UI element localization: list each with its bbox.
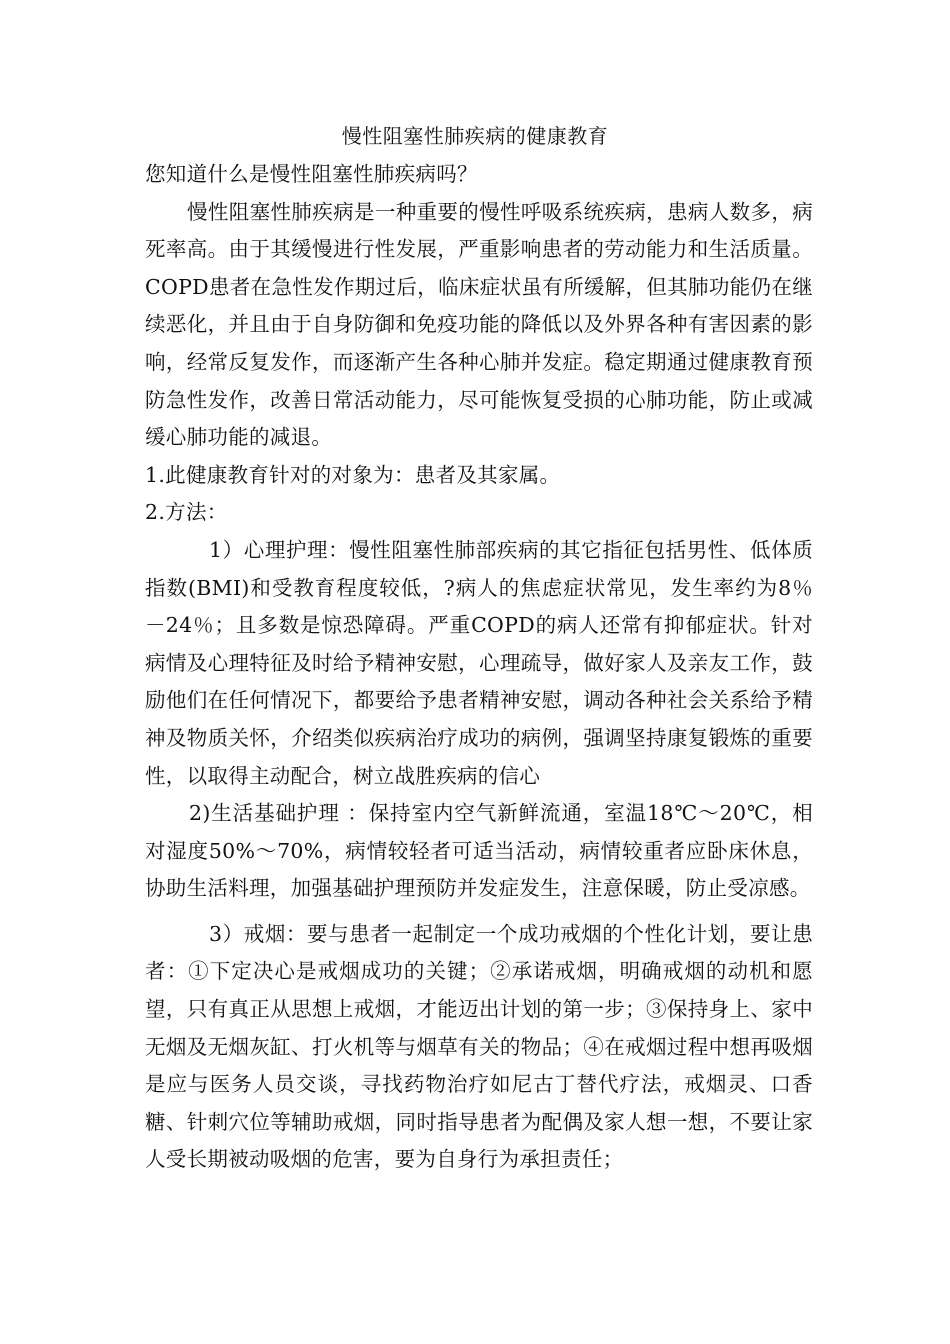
list-item-1: 1.此健康教育针对的对象为：患者及其家属。 — [145, 462, 561, 487]
list-item-2: 2.方法： — [145, 500, 228, 525]
method-basic-care: 2)生活基础护理 ：保持室内空气新鲜流通，室温18℃～20℃，相对湿度50%～70%，病情较轻者可适当活动，病情较重者应卧床休息，协助生活料理，加强基础护理预防并发症发生，注意保暖，防止受凉感。 — [145, 801, 813, 901]
method-psychological-care: 1）心理护理：慢性阻塞性肺部疾病的其它指征包括男性、低体质指数(BMI)和受教育程度较低，?病人的焦虑症状常见，发生率约为8％－24％；且多数是惊恐障碍。严重COPD的病人还常有抑郁症状。针对病情及心理特征及时给予精神安慰，心理疏导，做好家人及亲友工作，鼓励他们在任何情况下，都要给予患者精神安慰，调动各种社会关系给予精神及物质关怀，介绍类似疾病治疗成功的病例，强调坚持康复锻炼的重要性，以取得主动配合，树立战胜疾病的信心 — [145, 537, 813, 788]
document-title: 慢性阻塞性肺疾病的健康教育 — [341, 124, 609, 148]
method-smoking-cessation: 3）戒烟：要与患者一起制定一个成功戒烟的个性化计划，要让患者：①下定决心是戒烟成功的关键；②承诺戒烟，明确戒烟的动机和愿望，只有真正从思想上戒烟，才能迈出计划的第一步；③保持身上、家中无烟及无烟灰缸、打火机等与烟草有关的物品；④在戒烟过程中想再吸烟是应与医务人员交谈，寻找药物治疗如尼古丁替代疗法，戒烟灵、口香糖、针刺穴位等辅助戒烟，同时指导患者为配偶及家人想一想，不要让家人受长期被动吸烟的危害，要为自身行为承担责任； — [145, 921, 813, 1172]
intro-paragraph: 慢性阻塞性肺疾病是一种重要的慢性呼吸系统疾病，患病人数多，病死率高。由于其缓慢进行性发展，严重影响患者的劳动能力和生活质量。COPD患者在急性发作期过后，临床症状虽有所缓解，但其肺功能仍在继续恶化，并且由于自身防御和免疫功能的降低以及外界各种有害因素的影响，经常反复发作，而逐渐产生各种心肺并发症。稳定期通过健康教育预防急性发作，改善日常活动能力，尽可能恢复受损的心肺功能，防止或减缓心肺功能的减退。 — [145, 199, 813, 450]
document-body — [145, 156, 813, 1179]
question-heading: 您知道什么是慢性阻塞性肺疾病吗？ — [145, 162, 478, 186]
